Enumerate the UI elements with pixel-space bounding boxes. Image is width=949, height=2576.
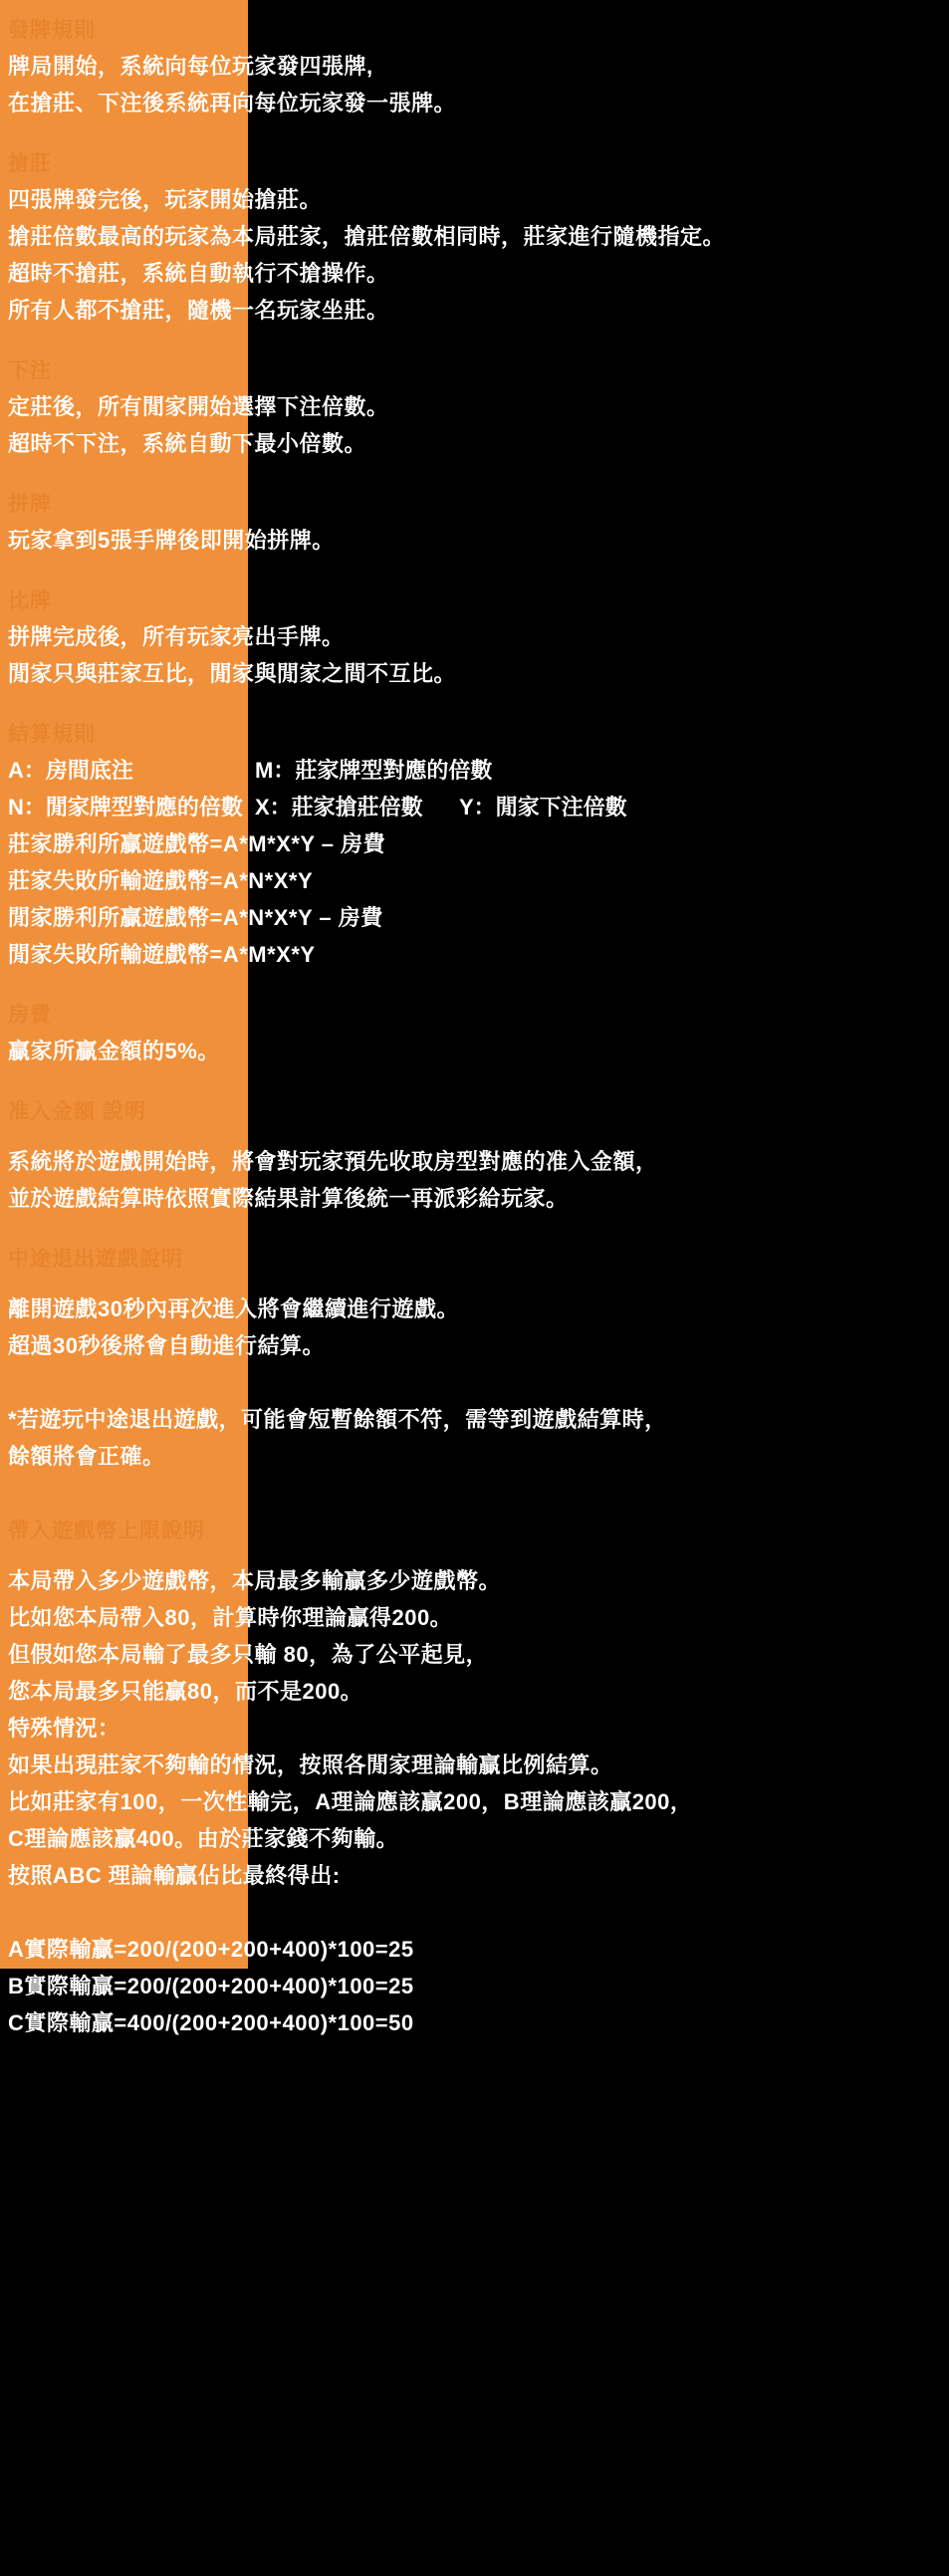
room-fee-line-1: 贏家所贏金額的5%。	[8, 1039, 220, 1063]
entry-amount-line-2: 並於遊戲結算時依照實際結果計算後統一再派彩給玩家。	[8, 1186, 569, 1211]
banker-grab-line-3: 超時不搶莊，系統自動執行不搶操作。	[8, 261, 389, 286]
settlement-legend-row-2	[8, 789, 941, 825]
section-title-settlement-rules: 結算規則	[8, 723, 96, 746]
betting-line-1: 定莊後，所有閒家開始選擇下注倍數。	[8, 394, 389, 419]
section-deal-rules	[8, 14, 941, 121]
betting-line-2: 超時不下注，系統自動下最小倍數。	[8, 431, 367, 456]
compare-cards-line-1: 拼牌完成後，所有玩家亮出手牌。	[8, 624, 345, 649]
banker-grab-line-4: 所有人都不搶莊，隨機一名玩家坐莊。	[8, 298, 389, 323]
section-combine-cards	[8, 488, 941, 559]
deal-rules-line-2: 在搶莊、下注後系統再向每位玩家發一張牌。	[8, 91, 457, 116]
bring-in-limit-line-10	[8, 1894, 941, 1931]
leave-game-line-3	[8, 1364, 941, 1401]
legend-n: N：閒家牌型對應的倍數	[8, 795, 243, 820]
section-title-banker-grab: 搶莊	[8, 152, 52, 175]
settlement-formula-2: 莊家失敗所輸遊戲幣=A*N*X*Y	[8, 868, 314, 893]
section-room-fee	[8, 999, 941, 1069]
section-title-bring-in-limit: 帶入遊戲幣上限說明	[8, 1520, 205, 1542]
bring-in-limit-line-9: 按照ABC 理論輸贏佔比最終得出:	[8, 1863, 341, 1888]
bring-in-limit-line-5: 特殊情況：	[8, 1716, 120, 1741]
section-title-deal-rules: 發牌規則	[8, 19, 96, 42]
legend-x: X：莊家搶莊倍數	[255, 795, 423, 820]
bring-in-limit-line-4: 您本局最多只能贏80，而不是200。	[8, 1679, 363, 1704]
bring-in-limit-line-13: C實際輸贏=400/(200+200+400)*100=50	[8, 2010, 414, 2035]
bring-in-limit-line-3: 但假如您本局輸了最多只輸 80，為了公平起見，	[8, 1642, 489, 1667]
leave-game-line-5: 餘額將會正確。	[8, 1444, 165, 1469]
bring-in-limit-line-12: B實際輸贏=200/(200+200+400)*100=25	[8, 1974, 414, 1998]
section-compare-cards	[8, 585, 941, 692]
settlement-formula-4: 閒家失敗所輸遊戲幣=A*M*X*Y	[8, 942, 316, 967]
section-title-compare-cards: 比牌	[8, 589, 52, 612]
section-settlement-rules	[8, 718, 941, 973]
combine-cards-line-1: 玩家拿到5張手牌後即開始拼牌。	[8, 528, 335, 553]
entry-amount-line-1: 系統將於遊戲開始時，將會對玩家預先收取房型對應的准入金額，	[8, 1149, 658, 1174]
section-bring-in-limit	[8, 1515, 941, 2041]
legend-m: M：莊家牌型對應的倍數	[255, 758, 493, 783]
section-title-entry-amount: 准入金額 說明	[8, 1100, 146, 1123]
leave-game-line-2: 超過30秒後將會自動進行結算。	[8, 1333, 325, 1358]
bring-in-limit-line-6: 如果出現莊家不夠輸的情況，按照各閒家理論輸贏比例結算。	[8, 1753, 613, 1777]
bring-in-limit-line-1: 本局帶入多少遊戲幣，本局最多輸贏多少遊戲幣。	[8, 1568, 502, 1593]
section-title-room-fee: 房費	[8, 1004, 52, 1027]
bring-in-limit-line-11: A實際輸贏=200/(200+200+400)*100=25	[8, 1937, 414, 1962]
section-title-combine-cards: 拼牌	[8, 493, 52, 516]
banker-grab-line-2: 搶莊倍數最高的玩家為本局莊家，搶莊倍數相同時，莊家進行隨機指定。	[8, 224, 726, 249]
section-title-betting: 下注	[8, 359, 52, 382]
legend-a: A：房間底注	[8, 758, 133, 783]
leave-game-line-4: *若遊玩中途退出遊戲，可能會短暫餘額不符，需等到遊戲結算時，	[8, 1407, 667, 1432]
compare-cards-line-2: 閒家只與莊家互比，閒家與閒家之間不互比。	[8, 661, 457, 686]
bring-in-limit-line-2: 比如您本局帶入80，計算時你理論贏得200。	[8, 1605, 453, 1630]
section-betting	[8, 354, 941, 462]
settlement-formula-3: 閒家勝利所贏遊戲幣=A*N*X*Y – 房費	[8, 905, 383, 930]
leave-game-line-1: 離開遊戲30秒內再次進入將會繼續進行遊戲。	[8, 1296, 459, 1321]
bring-in-limit-line-8: C理論應該贏400。由於莊家錢不夠輸。	[8, 1826, 399, 1851]
legend-y: Y：閒家下注倍數	[459, 795, 627, 820]
bring-in-limit-line-7: 比如莊家有100，一次性輸完，A理論應該贏200，B理論應該贏200，	[8, 1789, 693, 1814]
section-banker-grab	[8, 147, 941, 329]
banker-grab-line-1: 四張牌發完後，玩家開始搶莊。	[8, 187, 323, 212]
settlement-formula-1: 莊家勝利所贏遊戲幣=A*M*X*Y – 房費	[8, 831, 386, 856]
section-title-leave-game: 中途退出遊戲說明	[8, 1248, 183, 1271]
section-leave-game	[8, 1243, 941, 1475]
deal-rules-line-1: 牌局開始，系統向每位玩家發四張牌,	[8, 54, 373, 79]
section-entry-amount	[8, 1095, 941, 1217]
settlement-legend-row-1	[8, 752, 941, 789]
